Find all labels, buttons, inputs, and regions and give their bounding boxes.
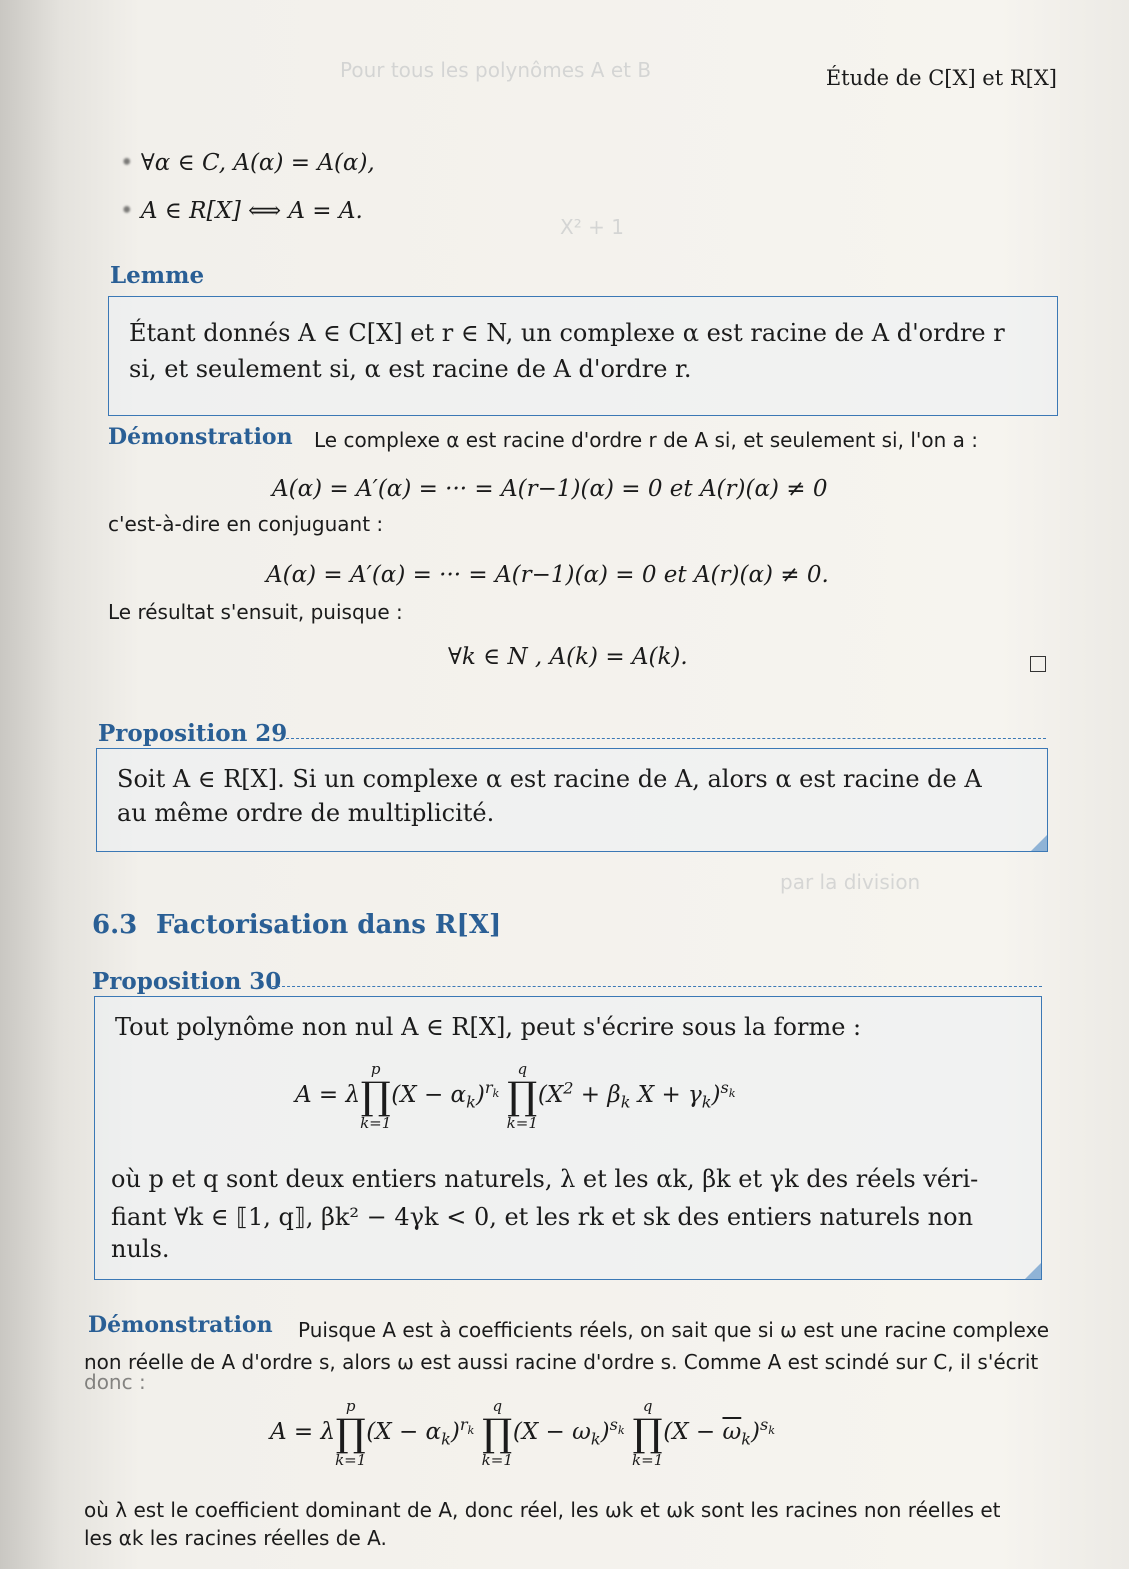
demo-text: où λ est le coefficient dominant de A, donc réel, les ωk et ωk sont les racines non réelles et (84, 1498, 1001, 1522)
section-number: 6.3 (92, 910, 138, 940)
bleed-through-text: Pour tous les polynômes A et B (340, 58, 652, 82)
title-rule (286, 738, 1046, 739)
proposition-line: au même ordre de multiplicité. (117, 799, 495, 827)
lemma-box (108, 296, 1058, 416)
demo-text: Le résultat s'ensuit, puisque : (108, 600, 403, 624)
demo-text: c'est-à-dire en conjuguant : (108, 512, 384, 536)
demo-title: Démonstration (88, 1312, 273, 1338)
proposition-intro: Tout polynôme non nul A ∈ R[X], peut s'écrire sous la forme : (115, 1013, 862, 1041)
lemma-line: Étant donnés A ∈ C[X] et r ∈ N, un complexe α est racine de A d'ordre r (129, 319, 1005, 347)
lemma-title: Lemme (110, 262, 205, 289)
property-conjugate-evaluation: • ∀α ∈ C, A(α) = A(α), (120, 150, 375, 176)
proposition-line: fiant ∀k ∈ ⟦1, q⟧, βk² − 4γk < 0, et les rk et sk des entiers naturels non (111, 1203, 974, 1231)
split-factorisation-formula: A = λ p ∏ k=1 $(X - \alpha_k)^{r_k}$ q ∏ k=1 $(X - \omega_k)^{s_k}$ q ∏ k=1 $(X - \overline{\omega}_k)^{s_k}$ (270, 1397, 776, 1469)
box-corner-mark (1031, 835, 1047, 851)
lemma-line: si, et seulement si, α est racine de A d'ordre r. (129, 355, 692, 383)
demo-equation: ∀k ∈ N , A(k) = A(k). (448, 644, 688, 670)
demo-text: donc : (84, 1370, 146, 1394)
proposition-29-box (96, 748, 1048, 852)
proposition-line: nuls. (111, 1235, 170, 1263)
property-real-polynomial: • A ∈ R[X] ⟺ A = A. (120, 198, 363, 224)
bleed-through-text: X² + 1 (560, 215, 624, 239)
title-rule (272, 986, 1042, 987)
proposition-line: où p et q sont deux entiers naturels, λ et les αk, βk et γk des réels véri- (111, 1165, 979, 1193)
demo-title: Démonstration (108, 424, 293, 450)
demo-equation: A(α) = A′(α) = ··· = A(r−1)(α) = 0 et A(r)(α) ≠ 0 (272, 476, 828, 502)
demo-equation: A(α) = A′(α) = ··· = A(r−1)(α) = 0 et A(r)(α) ≠ 0. (266, 562, 829, 588)
proposition-title: Proposition 30 (92, 968, 282, 995)
proposition-line: Soit A ∈ R[X]. Si un complexe α est racine de A, alors α est racine de A (117, 765, 982, 793)
demo-text: les αk les racines réelles de A. (84, 1526, 387, 1550)
factorisation-formula: A = λ p ∏ k=1 $(X - \alpha_k)^{r_k}$ q ∏ k=1 ($X^2 + \beta_k$ $X + \gamma_k)^{s_k}$ (295, 1060, 736, 1132)
proposition-title: Proposition 29 (98, 720, 288, 747)
section-title: Factorisation dans R[X] (156, 910, 502, 940)
box-corner-mark (1025, 1263, 1041, 1279)
qed-square-icon (1030, 656, 1046, 672)
demo-text: Puisque A est à coefficients réels, on sait que si ω est une racine complexe (298, 1318, 1050, 1342)
property-text: A ∈ R[X] ⟺ A = A. (140, 198, 363, 224)
running-header: Étude de C[X] et R[X] (825, 66, 1057, 90)
proposition-30-box (94, 996, 1042, 1280)
demo-text: non réelle de A d'ordre s, alors ω est aussi racine d'ordre s. Comme A est scindé sur C, il s'écrit (84, 1350, 1039, 1374)
property-text: ∀α ∈ C, A(α) = A(α), (140, 150, 375, 176)
demo-intro: Le complexe α est racine d'ordre r de A si, et seulement si, l'on a : (314, 428, 978, 452)
bleed-through-text: par la division (780, 870, 921, 894)
